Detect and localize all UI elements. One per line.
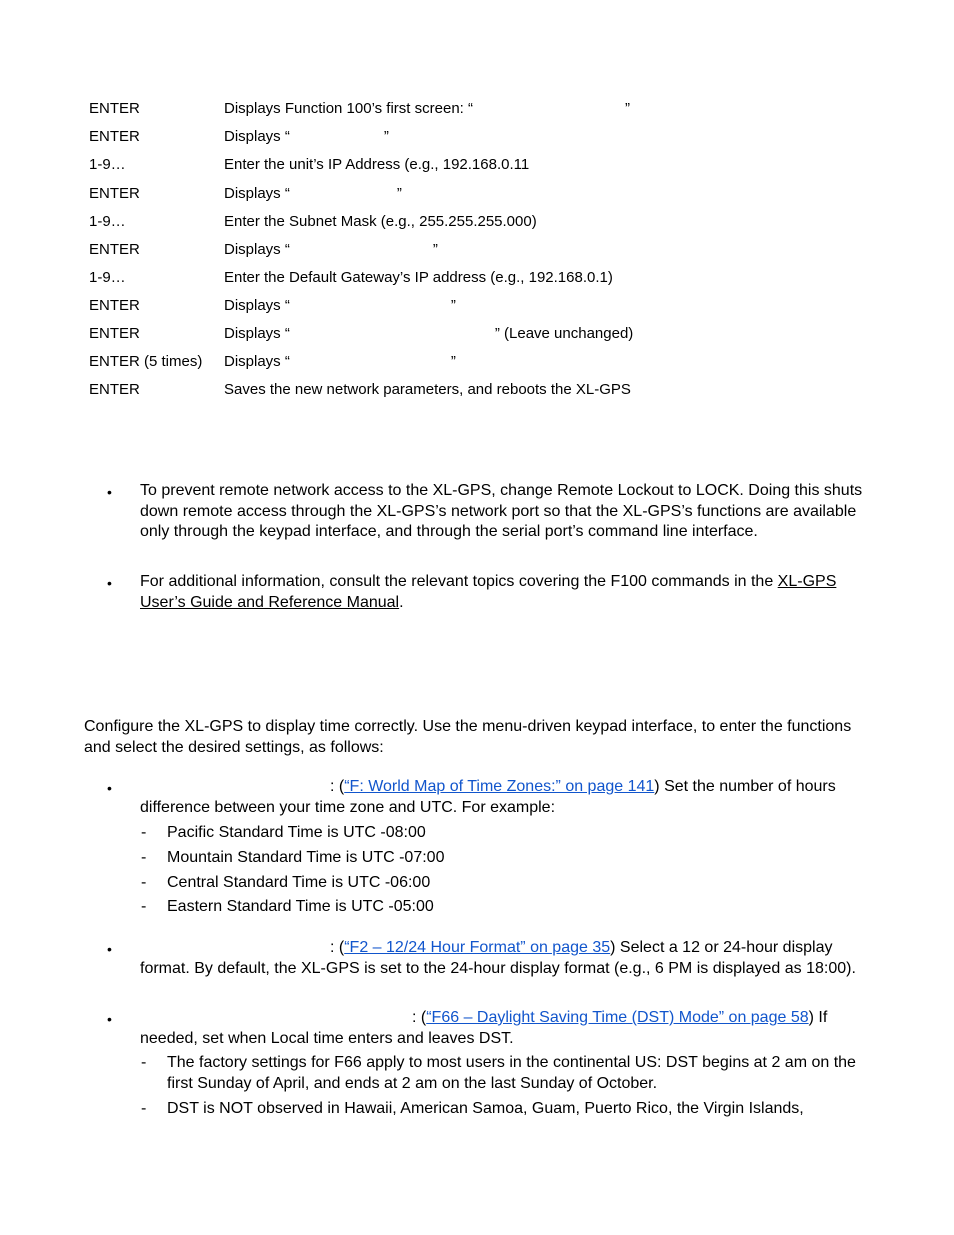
hour-format-item: : (“F2 – 12/24 Hour Format” on page 35) Select a 12 or 24-hour display format. By default, the XL-GPS is set to the 24-hour display format (e.g., 6 PM is displayed as 18:00). — [140, 939, 856, 977]
user-guide-link[interactable]: XL-GPS User’s Guide and Reference Manual — [140, 573, 837, 611]
step-description: Displays “ ” — [224, 241, 438, 258]
tz-example: Pacific Standard Time is UTC -08:00 — [167, 824, 426, 841]
bullet: • — [107, 1011, 112, 1027]
dash: - — [141, 849, 147, 866]
time-zone-item: : (“F: World Map of Time Zones:” on page 141) Set the number of hours difference between your time zone and UTC. For example: — [140, 778, 836, 816]
hour-format-link[interactable]: “F2 – 12/24 Hour Format” on page 35 — [344, 939, 611, 956]
bullet: • — [107, 484, 112, 500]
tz-example: Mountain Standard Time is UTC -07:00 — [167, 849, 445, 866]
step-key: 1-9… — [89, 269, 126, 286]
step-description: Saves the new network parameters, and reboots the XL-GPS — [224, 381, 631, 398]
step-key: ENTER — [89, 241, 140, 258]
step-key: ENTER — [89, 325, 140, 342]
bullet: • — [107, 575, 112, 591]
step-description: Displays “ ” (Leave unchanged) — [224, 325, 634, 342]
step-key: ENTER — [89, 128, 140, 145]
step-description: Displays “ ” — [224, 297, 456, 314]
step-description: Displays “ ” — [224, 185, 402, 202]
step-key: 1-9… — [89, 156, 126, 173]
dst-note: DST is NOT observed in Hawaii, American Samoa, Guam, Puerto Rico, the Virgin Islands, — [167, 1100, 804, 1117]
dash: - — [141, 1100, 147, 1117]
step-key: ENTER — [89, 381, 140, 398]
bullet: • — [107, 780, 112, 796]
bullet: • — [107, 941, 112, 957]
step-key: ENTER — [89, 297, 140, 314]
tz-example: Eastern Standard Time is UTC -05:00 — [167, 898, 434, 915]
note-additional-info: For additional information, consult the relevant topics covering the F100 commands in the XL-GPS User’s Guide and Reference Manual. — [140, 573, 837, 611]
step-key: ENTER — [89, 100, 140, 117]
dst-mode-link[interactable]: “F66 – Daylight Saving Time (DST) Mode” on page 58 — [426, 1009, 809, 1026]
step-description: Enter the Default Gateway’s IP address (e.g., 192.168.0.1) — [224, 269, 613, 286]
step-key: 1-9… — [89, 213, 126, 230]
step-description: Displays “ ” — [224, 353, 456, 370]
step-description: Displays Function 100’s first screen: “ ” — [224, 100, 630, 117]
dash: - — [141, 898, 147, 915]
step-key: ENTER — [89, 185, 140, 202]
dash: - — [141, 874, 147, 891]
step-description: Enter the unit’s IP Address (e.g., 192.168.0.11 — [224, 156, 530, 173]
step-description: Displays “ ” — [224, 128, 389, 145]
note-remote-lockout: To prevent remote network access to the XL-GPS, change Remote Lockout to LOCK. Doing this shuts down remote access through the XL-GPS’s network port so that the XL-GPS’s functions are available only through the keypad interface, and through the serial port’s command line interface. — [140, 482, 863, 540]
dst-item: : (“F66 – Daylight Saving Time (DST) Mode” on page 58) If needed, set when Local time enters and leaves DST. — [140, 1009, 828, 1047]
dash: - — [141, 824, 147, 841]
dash: - — [141, 1054, 147, 1071]
step-description: Enter the Subnet Mask (e.g., 255.255.255.000) — [224, 213, 537, 230]
dst-note: The factory settings for F66 apply to most users in the continental US: DST begins at 2 am on the first Sunday of April, and ends at 2 am on the last Sunday of October. — [167, 1054, 856, 1092]
step-key: ENTER (5 times) — [89, 353, 203, 370]
time-zone-link[interactable]: “F: World Map of Time Zones:” on page 141 — [344, 778, 655, 795]
time-intro: Configure the XL-GPS to display time correctly. Use the menu-driven keypad interface, to enter the functions and select the desired settings, as follows: — [84, 718, 852, 756]
tz-example: Central Standard Time is UTC -06:00 — [167, 874, 431, 891]
